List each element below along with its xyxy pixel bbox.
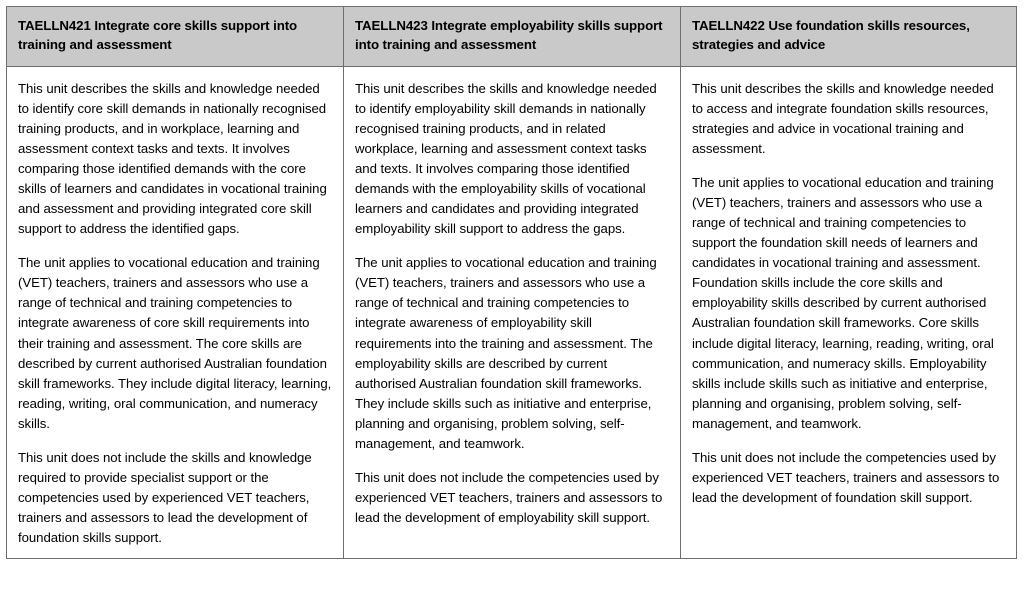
table-body bbox=[7, 66, 1017, 558]
table-row bbox=[7, 66, 1017, 558]
paragraph: The unit applies to vocational education and training (VET) teachers, trainers and assessors who use a range of technical and training competencies to support the foundation skill needs of learners and candidates in vocational training and assessment. Foundation skills include the core skills and employability skills described by current authorised Australian foundation skill frameworks. Core skills include digital literacy, learning, reading, writing, oral communication, and numeracy skills. Employability skills include skills such as initiative and enterprise, planning and organising, problem solving, self-management, and teamwork. bbox=[692, 175, 994, 431]
cell-description-taelln423 bbox=[344, 66, 681, 558]
paragraph: This unit does not include the skills and knowledge required to provide specialist support or the competencies used by experienced VET teachers, trainers and assessors to lead the development of foundation skills support. bbox=[18, 449, 312, 546]
paragraph: The unit applies to vocational education and training (VET) teachers, trainers and assessors who use a range of technical and training competencies to integrate awareness of employability skill requirements into the training and assessment. The employability skills are described by current authorised Australian foundation skill frameworks. They include skills such as initiative and enterprise, planning and organising, problem solving, self-management, and teamwork. bbox=[355, 255, 657, 451]
paragraph: This unit describes the skills and knowledge needed to identify core skill demands in nationally recognised training products, and in workplace, learning and assessment context tasks and texts. It involves comparing those identified demands with the core skills of learners and candidates in vocational training and assessment and providing integrated core skill support to address the identified gaps. bbox=[18, 80, 327, 237]
paragraph: This unit does not include the competencies used by experienced VET teachers, trainers and assessors to lead the development of employability skill support. bbox=[355, 469, 663, 525]
paragraph: This unit does not include the competencies used by experienced VET teachers, trainers and assessors to lead the development of foundation skill support. bbox=[692, 449, 1000, 505]
paragraph: This unit describes the skills and knowledge needed to access and integrate foundation skills resources, strategies and advice in vocational training and assessment. bbox=[692, 80, 994, 156]
paragraph: This unit describes the skills and knowledge needed to identify employability skill demands in nationally recognised training products, and in related workplace, learning and assessment context tasks and texts. It involves comparing those identified demands with the employability skills of vocational learners and candidates and providing integrated employability skill support to address the gaps. bbox=[355, 80, 657, 237]
paragraph: The unit applies to vocational education and training (VET) teachers, trainers and assessors who use a range of technical and training competencies to integrate awareness of core skill requirements into their training and assessment. The core skills are described by current authorised Australian foundation skill frameworks. They include digital literacy, learning, reading, writing, oral communication, and numeracy skills. bbox=[18, 255, 332, 431]
table-header-row bbox=[7, 7, 1017, 67]
column-header-taelln421: TAELLN421 Integrate core skills support into training and assessment bbox=[7, 7, 344, 67]
cell-description-taelln422 bbox=[681, 66, 1017, 558]
column-header-taelln423: TAELLN423 Integrate employability skills support into training and assessment bbox=[344, 7, 681, 67]
table-header-row-group bbox=[7, 7, 1017, 67]
column-header-taelln422: TAELLN422 Use foundation skills resources, strategies and advice bbox=[681, 7, 1017, 67]
cell-description-taelln421 bbox=[7, 66, 344, 558]
units-of-competency-table bbox=[6, 6, 1017, 559]
